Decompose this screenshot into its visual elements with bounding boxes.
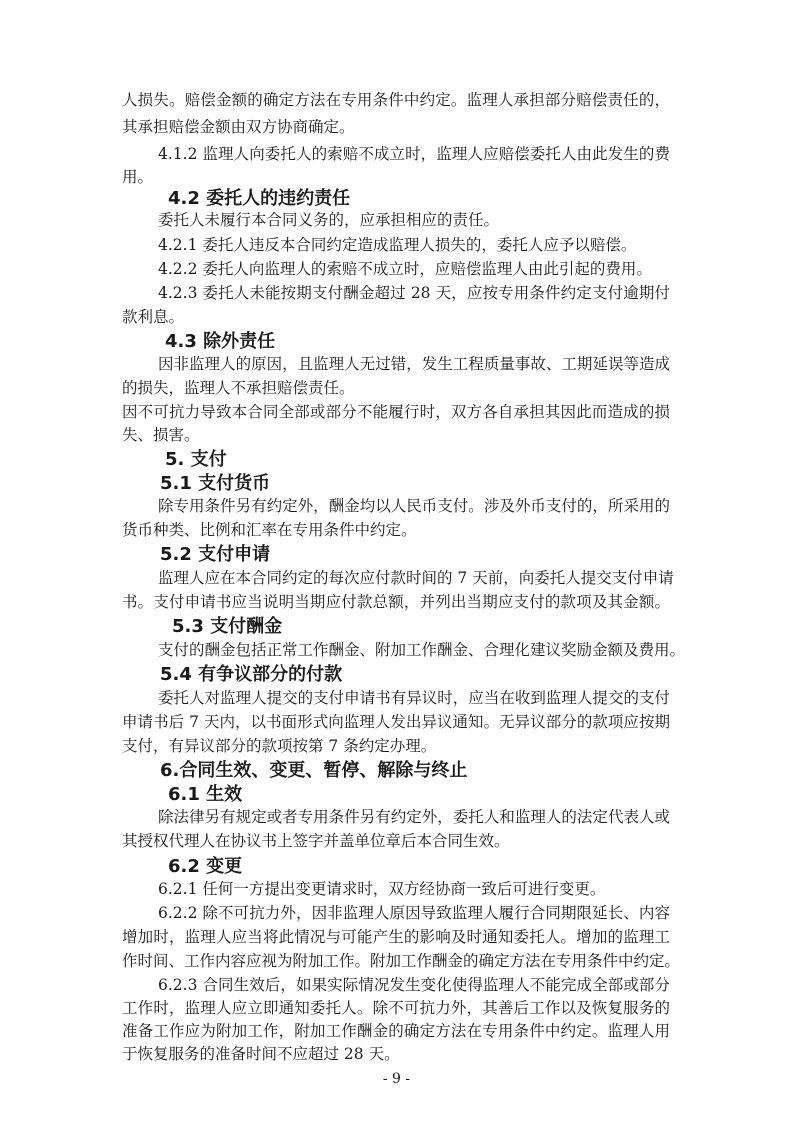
section-heading: 4.2 委托人的违约责任 [168, 188, 351, 209]
body-line: 委托人对监理人提交的支付申请书有异议时，应当在收到监理人提交的支付 [158, 689, 670, 707]
section-heading: 5.3 支付酬金 [172, 616, 283, 637]
body-line: 准备工作应为附加工作，附加工作酬金的确定方法在专用条件中约定。监理人用 [122, 1022, 670, 1040]
section-heading: 4.3 除外责任 [165, 331, 276, 352]
body-line: 因不可抗力导致本合同全部或部分不能履行时，双方各自承担其因此而造成的损 [122, 403, 670, 421]
body-line: 其承担赔偿金额由双方协商确定。 [122, 118, 355, 136]
page-number: - 9 - [382, 1071, 411, 1087]
body-line: 书。支付申请书应当说明当期应付款总额，并列出当期应支付的款项及其金额。 [122, 593, 670, 611]
clause-line: 6.2.2 除不可抗力外，因非监理人原因导致监理人履行合同期限延长、内容 [158, 904, 670, 922]
clause-line: 4.1.2 监理人向委托人的索赔不成立时，监理人应赔偿委托人由此发生的费 [158, 145, 670, 163]
body-line: 监理人应在本合同约定的每次应付款时间的 7 天前，向委托人提交支付申请 [158, 569, 674, 587]
chapter-heading: 5. 支付 [165, 449, 227, 470]
body-line: 工作时，监理人应立即通知委托人。除不可抗力外，其善后工作以及恢复服务的 [122, 999, 670, 1017]
body-line: 失、损害。 [122, 426, 200, 444]
section-heading: 6.2 变更 [168, 856, 243, 877]
section-heading: 5.2 支付申请 [160, 544, 271, 565]
body-line: 的损失，监理人不承担赔偿责任。 [122, 379, 355, 397]
section-heading: 5.4 有争议部分的付款 [160, 664, 343, 685]
body-line: 作时间、工作内容应视为附加工作。附加工作酬金的确定方法在专用条件中约定。 [122, 952, 681, 970]
body-line: 用。 [122, 168, 154, 186]
body-line: 除专用条件另有约定外，酬金均以人民币支付。涉及外币支付的，所采用的 [158, 497, 670, 515]
body-line: 支付，有异议部分的款项按第 7 条约定办理。 [122, 737, 437, 755]
body-line: 款利息。 [122, 308, 185, 326]
body-line: 因非监理人的原因，且监理人无过错，发生工程质量事故、工期延误等造成 [158, 355, 670, 373]
body-line: 支付的酬金包括正常工作酬金、附加工作酬金、合理化建议奖励金额及费用。 [158, 641, 686, 659]
clause-line: 4.2.2 委托人向监理人的索赔不成立时，应赔偿监理人由此引起的费用。 [158, 260, 652, 278]
body-line: 于恢复服务的准备时间不应超过 28 天。 [122, 1045, 400, 1063]
clause-line: 4.2.3 委托人未能按期支付酬金超过 28 天，应按专用条件约定支付逾期付 [158, 284, 670, 302]
clause-line: 4.2.1 委托人违反本合同约定造成监理人损失的，委托人应予以赔偿。 [158, 236, 637, 254]
section-heading: 6.1 生效 [168, 784, 243, 805]
clause-line: 6.2.3 合同生效后，如果实际情况发生变化使得监理人不能完成全部或部分 [158, 976, 670, 994]
body-line: 除法律另有规定或者专用条件另有约定外，委托人和监理人的法定代表人或 [158, 808, 670, 826]
section-heading: 5.1 支付货币 [160, 473, 271, 494]
clause-line: 6.2.1 任何一方提出变更请求时，双方经协商一致后可进行变更。 [158, 880, 606, 898]
body-line: 人损失。赔偿金额的确定方法在专用条件中约定。监理人承担部分赔偿责任的， [122, 91, 670, 109]
body-line: 货币种类、比例和汇率在专用条件中约定。 [122, 521, 417, 539]
body-line: 申请书后 7 天内，以书面形式向监理人发出异议通知。无异议部分的款项应按期 [122, 713, 670, 731]
chapter-heading: 6.合同生效、变更、暂停、解除与终止 [160, 760, 468, 781]
body-line: 增加时，监理人应当将此情况与可能产生的影响及时通知委托人。增加的监理工 [122, 928, 670, 946]
body-line: 其授权代理人在协议书上签字并盖单位章后本合同生效。 [122, 832, 510, 850]
body-line: 委托人未履行本合同义务的，应承担相应的责任。 [158, 211, 500, 229]
